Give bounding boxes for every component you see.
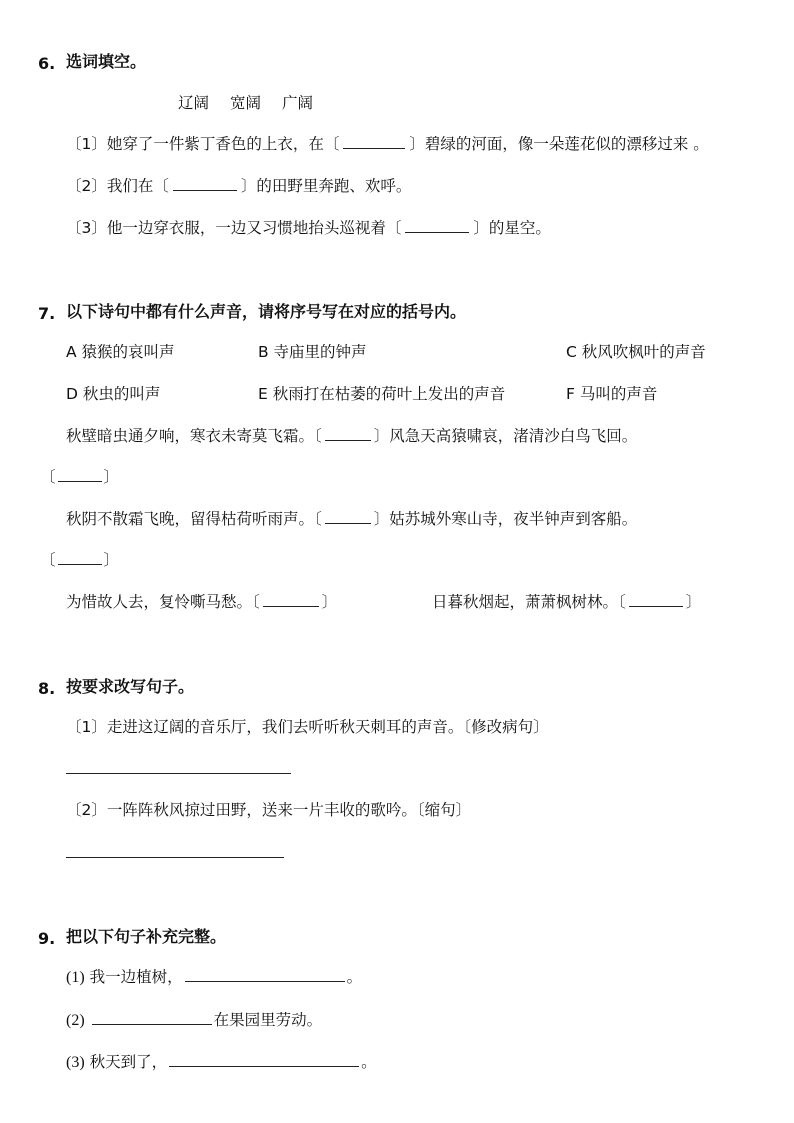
poem-line-3-right [432,592,701,612]
question-9-title: 把以下句子补充完整。 [66,927,227,946]
q9-item-1-text-after: 。 [346,968,363,986]
poem-line-2b-blank[interactable] [58,550,102,565]
poem-line-1-blank[interactable] [325,426,371,441]
question-7-number: 7. [38,304,56,323]
q9-item-3-label: (3) [66,1054,85,1071]
q9-item-1-text-before: 我一边植树， [89,968,183,986]
option-a: A 猿猴的哀叫声 [66,343,175,361]
q9-item-2 [66,1010,322,1031]
q9-item-2-label: (2) [66,1012,85,1029]
q6-item-1-text-before: 〔1〕她穿了一件紫丁香色的上衣，在〔 [66,135,340,153]
poem-line-3-left-blank[interactable] [263,592,319,607]
paren-open: 〔 [40,468,56,486]
option-e: E 秋雨打在枯萎的荷叶上发出的声音 [258,385,506,403]
poem-line-1b-blank[interactable] [58,467,102,482]
q6-item-2-text-before: 〔2〕我们在〔 [66,177,169,195]
poem-line-3-right-text: 日暮秋烟起，萧萧枫树林。〔 [432,593,626,611]
paren-open: 〔 [40,551,56,569]
q9-item-3 [66,1052,377,1073]
q6-item-3-text-after: 〕的星空。 [473,219,551,237]
poem-line-1-text-before: 秋壁暗虫通夕响，寒衣未寄莫飞霜。〔 [66,427,322,445]
poem-line-2-wrap [40,550,119,570]
poem-line-2-text-before: 秋阴不散霜飞晚，留得枯荷听雨声。〔 [66,510,322,528]
question-9-number: 9. [38,929,56,948]
poem-line-1 [66,426,637,446]
q6-item-2-blank[interactable] [173,176,237,191]
q9-item-3-text-after: 。 [361,1053,377,1071]
q8-answer-line-2[interactable] [66,857,284,858]
q9-item-1 [66,967,362,988]
q8-item-1: 〔1〕走进这辽阔的音乐厅，我们去听听秋天刺耳的声音。〔修改病句〕 [66,718,549,736]
q6-item-1-text-after: 〕碧绿的河面，像一朵莲花似的漂移过来 。 [409,135,709,153]
question-8-number: 8. [38,679,56,698]
poem-line-2-blank[interactable] [325,509,371,524]
q6-item-1 [66,134,709,154]
paren-close: 〕 [685,593,702,611]
option-c: C 秋风吹枫叶的声音 [566,343,706,361]
option-b: B 寺庙里的钟声 [258,343,367,361]
paren-close: 〕 [103,468,120,486]
poem-line-3-right-blank[interactable] [629,592,683,607]
paren-close: 〕 [321,593,338,611]
q6-item-2-text-after: 〕的田野里奔跑、欢呼。 [240,177,412,195]
word-bank-item: 辽阔 [178,94,210,112]
poem-line-1-text-after: 〕风急天高猿啸哀，渚清沙白鸟飞回。 [373,427,638,445]
q6-item-3-text-before: 〔3〕他一边穿衣服，一边又习惯地抬头巡视着〔 [66,219,402,237]
poem-line-1-wrap [40,467,119,487]
option-d: D 秋虫的叫声 [66,385,161,403]
q6-item-2 [66,176,411,196]
q9-item-2-text-after: 在果园里劳动。 [213,1011,323,1029]
word-bank-item: 宽阔 [230,94,262,112]
q6-item-3-blank[interactable] [405,218,469,233]
poem-line-3-left-text: 为惜故人去，复怜嘶马愁。〔 [66,593,260,611]
q8-answer-line-1[interactable] [66,773,291,774]
question-7-title: 以下诗句中都有什么声音，请将序号写在对应的括号内。 [66,302,467,321]
q6-item-3 [66,218,551,238]
q9-item-1-label: (1) [66,969,85,986]
q9-item-1-blank[interactable] [185,967,345,982]
option-f: F 马叫的声音 [566,385,658,403]
q9-item-3-text-before: 秋天到了， [89,1053,168,1071]
question-8-title: 按要求改写句子。 [66,677,195,696]
q6-item-1-blank[interactable] [343,134,405,149]
poem-line-3-left [66,592,337,612]
q8-item-2: 〔2〕一阵阵秋风掠过田野，送来一片丰收的歌吟。〔缩句〕 [66,801,472,819]
q9-item-3-blank[interactable] [169,1052,359,1067]
word-bank-item: 广阔 [282,94,314,112]
question-6-number: 6. [38,54,56,73]
poem-line-2-text-after: 〕姑苏城外寒山寺，夜半钟声到客船。 [373,510,638,528]
q9-item-2-blank[interactable] [92,1010,212,1025]
question-6-title: 选词填空。 [66,52,147,71]
paren-close: 〕 [103,551,120,569]
poem-line-2 [66,509,637,529]
